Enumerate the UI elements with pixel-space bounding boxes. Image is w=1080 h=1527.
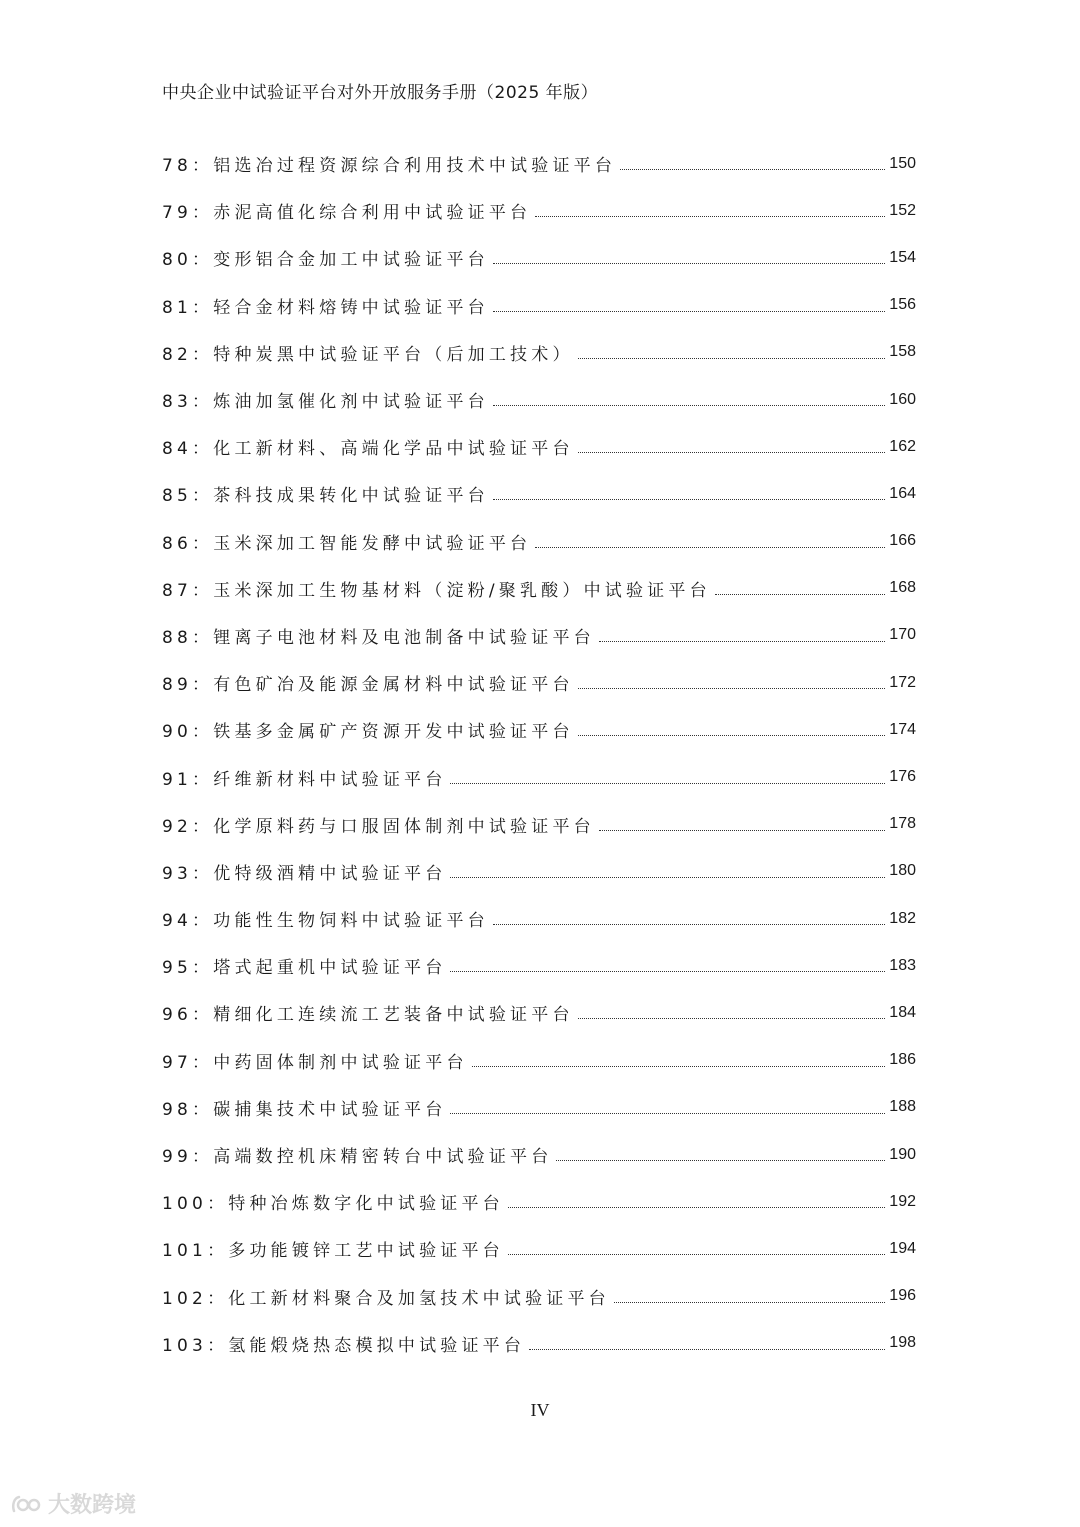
toc-entry-page: 154 bbox=[889, 248, 916, 266]
toc-entry[interactable] bbox=[162, 1084, 916, 1131]
toc-entry-label bbox=[162, 293, 489, 318]
toc-entry-page: 198 bbox=[889, 1334, 916, 1352]
toc-dot-leader bbox=[535, 547, 885, 548]
toc-entry-title: 高端数控机床精密转台中试验证平台 bbox=[213, 1147, 553, 1168]
toc-entry-label bbox=[162, 198, 531, 223]
toc-entry-page: 183 bbox=[889, 956, 916, 974]
toc-entry[interactable] bbox=[162, 801, 916, 848]
toc-entry[interactable] bbox=[162, 848, 916, 895]
toc-dot-leader bbox=[556, 1160, 885, 1161]
toc-entry-separator: ： bbox=[192, 392, 214, 413]
toc-entry-label bbox=[162, 1331, 525, 1356]
toc-entry-separator: ： bbox=[192, 156, 214, 177]
toc-dot-leader bbox=[578, 358, 886, 359]
toc-entry-label bbox=[162, 245, 489, 270]
toc-entry[interactable] bbox=[162, 1131, 916, 1178]
toc-entry-title: 多功能镀锌工艺中试验证平台 bbox=[228, 1241, 504, 1262]
toc-entry[interactable] bbox=[162, 1178, 916, 1225]
toc-entry-label bbox=[162, 765, 446, 790]
toc-entry-number: 81 bbox=[162, 297, 193, 318]
toc-entry-label bbox=[162, 1236, 504, 1261]
toc-entry-separator: ： bbox=[192, 439, 214, 460]
toc-entry-page: 168 bbox=[889, 579, 916, 597]
toc-entry-number: 97 bbox=[162, 1052, 193, 1073]
toc-entry-number: 83 bbox=[162, 392, 193, 413]
toc-dot-leader bbox=[450, 877, 885, 878]
toc-entry-page: 150 bbox=[889, 154, 916, 172]
toc-entry[interactable] bbox=[162, 659, 916, 706]
toc-entry-separator: ： bbox=[207, 1241, 229, 1262]
toc-entry-title: 炼油加氢催化剂中试验证平台 bbox=[213, 392, 489, 413]
toc-entry-title: 有色矿冶及能源金属材料中试验证平台 bbox=[213, 675, 574, 696]
toc-entry-number: 87 bbox=[162, 580, 193, 601]
toc-entry-separator: ： bbox=[192, 675, 214, 696]
toc-entry-title: 特种冶炼数字化中试验证平台 bbox=[228, 1194, 504, 1215]
toc-entry-separator: ： bbox=[207, 1194, 229, 1215]
toc-entry-page: 176 bbox=[889, 768, 916, 786]
toc-entry-number: 103 bbox=[162, 1335, 208, 1356]
toc-entry-separator: ： bbox=[192, 911, 214, 932]
toc-entry-title: 轻合金材料熔铸中试验证平台 bbox=[213, 297, 489, 318]
toc-dot-leader bbox=[578, 1018, 886, 1019]
toc-entry-label bbox=[162, 529, 531, 554]
toc-entry-label bbox=[162, 623, 595, 648]
toc-dot-leader bbox=[450, 783, 885, 784]
toc-entry-separator: ： bbox=[192, 863, 214, 884]
toc-entry-page: 166 bbox=[889, 532, 916, 550]
toc-entry-page: 182 bbox=[889, 909, 916, 927]
toc-entry-separator: ： bbox=[207, 1335, 229, 1356]
toc-entry-number: 86 bbox=[162, 533, 193, 554]
toc-entry-title: 锂离子电池材料及电池制备中试验证平台 bbox=[213, 627, 595, 648]
toc-dot-leader bbox=[620, 169, 885, 170]
toc-entry[interactable] bbox=[162, 376, 916, 423]
toc-entry-number: 101 bbox=[162, 1241, 208, 1262]
toc-entry[interactable] bbox=[162, 187, 916, 234]
toc-entry-label bbox=[162, 1189, 504, 1214]
toc-entry-number: 100 bbox=[162, 1194, 208, 1215]
toc-entry[interactable] bbox=[162, 234, 916, 281]
toc-entry[interactable] bbox=[162, 565, 916, 612]
toc-entry[interactable] bbox=[162, 989, 916, 1036]
toc-entry-separator: ： bbox=[192, 344, 214, 365]
toc-dot-leader bbox=[493, 311, 885, 312]
toc-dot-leader bbox=[472, 1066, 886, 1067]
toc-entry-separator: ： bbox=[192, 1005, 214, 1026]
table-of-contents bbox=[162, 140, 916, 1367]
toc-dot-leader bbox=[614, 1302, 885, 1303]
toc-dot-leader bbox=[450, 971, 885, 972]
toc-entry[interactable] bbox=[162, 423, 916, 470]
toc-entry[interactable] bbox=[162, 140, 916, 187]
toc-entry-label bbox=[162, 1048, 468, 1073]
toc-dot-leader bbox=[450, 1113, 885, 1114]
toc-dot-leader bbox=[578, 688, 886, 689]
toc-entry-label bbox=[162, 1000, 574, 1025]
toc-entry-page: 180 bbox=[889, 862, 916, 880]
toc-entry-label bbox=[162, 1095, 446, 1120]
toc-entry-number: 91 bbox=[162, 769, 193, 790]
toc-entry-number: 94 bbox=[162, 911, 193, 932]
toc-entry-title: 塔式起重机中试验证平台 bbox=[213, 958, 447, 979]
toc-entry-number: 90 bbox=[162, 722, 193, 743]
toc-entry-page: 194 bbox=[889, 1239, 916, 1257]
toc-dot-leader bbox=[493, 499, 885, 500]
toc-entry-page: 188 bbox=[889, 1098, 916, 1116]
toc-entry-title: 化学原料药与口服固体制剂中试验证平台 bbox=[213, 816, 595, 837]
toc-entry-page: 162 bbox=[889, 437, 916, 455]
toc-entry-separator: ： bbox=[192, 203, 214, 224]
toc-entry-separator: ： bbox=[192, 958, 214, 979]
toc-entry-page: 186 bbox=[889, 1051, 916, 1069]
toc-entry-title: 氢能煅烧热态模拟中试验证平台 bbox=[228, 1335, 526, 1356]
toc-entry-page: 190 bbox=[889, 1145, 916, 1163]
toc-entry-page: 160 bbox=[889, 390, 916, 408]
toc-entry[interactable] bbox=[162, 470, 916, 517]
toc-entry-number: 98 bbox=[162, 1099, 193, 1120]
toc-entry-separator: ： bbox=[192, 486, 214, 507]
toc-entry-label bbox=[162, 859, 446, 884]
toc-entry-page: 174 bbox=[889, 720, 916, 738]
toc-dot-leader bbox=[599, 830, 885, 831]
toc-entry-label bbox=[162, 717, 574, 742]
toc-entry-title: 优特级酒精中试验证平台 bbox=[213, 863, 447, 884]
toc-entry-page: 184 bbox=[889, 1003, 916, 1021]
watermark-text: 大数跨境 bbox=[48, 1493, 137, 1518]
toc-entry-separator: ： bbox=[192, 1099, 214, 1120]
watermark-logo-icon bbox=[10, 1493, 44, 1515]
toc-entry-page: 196 bbox=[889, 1287, 916, 1305]
toc-entry-title: 铁基多金属矿产资源开发中试验证平台 bbox=[213, 722, 574, 743]
toc-entry[interactable] bbox=[162, 942, 916, 989]
toc-entry[interactable] bbox=[162, 518, 916, 565]
toc-entry[interactable] bbox=[162, 1273, 916, 1320]
toc-entry-page: 152 bbox=[889, 201, 916, 219]
watermark bbox=[10, 1488, 136, 1519]
toc-entry[interactable] bbox=[162, 1037, 916, 1084]
toc-entry-label bbox=[162, 434, 574, 459]
toc-entry-label bbox=[162, 812, 595, 837]
toc-entry-page: 156 bbox=[889, 296, 916, 314]
toc-entry[interactable] bbox=[162, 895, 916, 942]
toc-entry-label bbox=[162, 481, 489, 506]
toc-entry-number: 84 bbox=[162, 439, 193, 460]
toc-entry-separator: ： bbox=[192, 580, 214, 601]
toc-entry-number: 102 bbox=[162, 1288, 208, 1309]
toc-entry-separator: ： bbox=[192, 722, 214, 743]
toc-entry[interactable] bbox=[162, 1320, 916, 1367]
toc-entry-title: 变形铝合金加工中试验证平台 bbox=[213, 250, 489, 271]
document-header: 中央企业中试验证平台对外开放服务手册（2025 年版） bbox=[162, 83, 599, 103]
toc-entry-number: 78 bbox=[162, 156, 193, 177]
toc-entry-title: 中药固体制剂中试验证平台 bbox=[213, 1052, 468, 1073]
toc-dot-leader bbox=[508, 1254, 885, 1255]
toc-entry[interactable] bbox=[162, 329, 916, 376]
toc-entry-page: 164 bbox=[889, 484, 916, 502]
toc-dot-leader bbox=[529, 1349, 885, 1350]
toc-entry-number: 85 bbox=[162, 486, 193, 507]
toc-entry-label bbox=[162, 1284, 610, 1309]
toc-entry-title: 碳捕集技术中试验证平台 bbox=[213, 1099, 447, 1120]
toc-entry-label bbox=[162, 906, 489, 931]
toc-entry-page: 192 bbox=[889, 1192, 916, 1210]
toc-entry-title: 玉米深加工智能发酵中试验证平台 bbox=[213, 533, 532, 554]
toc-entry-label bbox=[162, 576, 711, 601]
toc-entry-separator: ： bbox=[192, 297, 214, 318]
toc-entry-number: 88 bbox=[162, 627, 193, 648]
toc-entry-title: 化工新材料、高端化学品中试验证平台 bbox=[213, 439, 574, 460]
toc-entry-separator: ： bbox=[192, 250, 214, 271]
toc-entry-title: 赤泥高值化综合利用中试验证平台 bbox=[213, 203, 532, 224]
toc-entry-number: 82 bbox=[162, 344, 193, 365]
toc-entry-page: 170 bbox=[889, 626, 916, 644]
toc-entry-page: 172 bbox=[889, 673, 916, 691]
toc-dot-leader bbox=[535, 216, 885, 217]
toc-dot-leader bbox=[578, 452, 886, 453]
toc-entry-label bbox=[162, 1142, 552, 1167]
toc-entry-label bbox=[162, 340, 574, 365]
toc-entry-separator: ： bbox=[192, 533, 214, 554]
toc-entry-number: 80 bbox=[162, 250, 193, 271]
toc-dot-leader bbox=[715, 594, 886, 595]
toc-entry-separator: ： bbox=[207, 1288, 229, 1309]
toc-entry-title: 化工新材料聚合及加氢技术中试验证平台 bbox=[228, 1288, 610, 1309]
toc-entry[interactable] bbox=[162, 753, 916, 800]
toc-dot-leader bbox=[599, 641, 885, 642]
toc-dot-leader bbox=[493, 405, 885, 406]
toc-entry-number: 93 bbox=[162, 863, 193, 884]
toc-entry-label bbox=[162, 387, 489, 412]
toc-entry-title: 特种炭黑中试验证平台（后加工技术） bbox=[213, 344, 574, 365]
toc-entry-title: 铝选冶过程资源综合利用技术中试验证平台 bbox=[213, 156, 617, 177]
toc-entry-label bbox=[162, 953, 446, 978]
toc-dot-leader bbox=[493, 263, 885, 264]
toc-entry-number: 96 bbox=[162, 1005, 193, 1026]
toc-entry-separator: ： bbox=[192, 1052, 214, 1073]
toc-entry-number: 99 bbox=[162, 1147, 193, 1168]
page-number: IV bbox=[530, 1400, 550, 1420]
toc-dot-leader bbox=[508, 1207, 885, 1208]
toc-entry-number: 89 bbox=[162, 675, 193, 696]
toc-entry-page: 178 bbox=[889, 815, 916, 833]
toc-entry-label bbox=[162, 151, 616, 176]
toc-entry-separator: ： bbox=[192, 816, 214, 837]
toc-entry-title: 茶科技成果转化中试验证平台 bbox=[213, 486, 489, 507]
toc-entry-separator: ： bbox=[192, 769, 214, 790]
toc-entry[interactable] bbox=[162, 706, 916, 753]
toc-entry-separator: ： bbox=[192, 627, 214, 648]
toc-entry-title: 玉米深加工生物基材料（淀粉/聚乳酸）中试验证平台 bbox=[213, 580, 711, 601]
toc-entry[interactable] bbox=[162, 1225, 916, 1272]
toc-entry-title: 功能性生物饲料中试验证平台 bbox=[213, 911, 489, 932]
toc-entry-title: 纤维新材料中试验证平台 bbox=[213, 769, 447, 790]
toc-dot-leader bbox=[578, 735, 886, 736]
toc-entry[interactable] bbox=[162, 612, 916, 659]
toc-dot-leader bbox=[493, 924, 885, 925]
toc-entry-title: 精细化工连续流工艺装备中试验证平台 bbox=[213, 1005, 574, 1026]
toc-entry-page: 158 bbox=[889, 343, 916, 361]
toc-entry-number: 95 bbox=[162, 958, 193, 979]
toc-entry[interactable] bbox=[162, 282, 916, 329]
toc-entry-label bbox=[162, 670, 574, 695]
toc-entry-separator: ： bbox=[192, 1147, 214, 1168]
toc-entry-number: 79 bbox=[162, 203, 193, 224]
toc-entry-number: 92 bbox=[162, 816, 193, 837]
